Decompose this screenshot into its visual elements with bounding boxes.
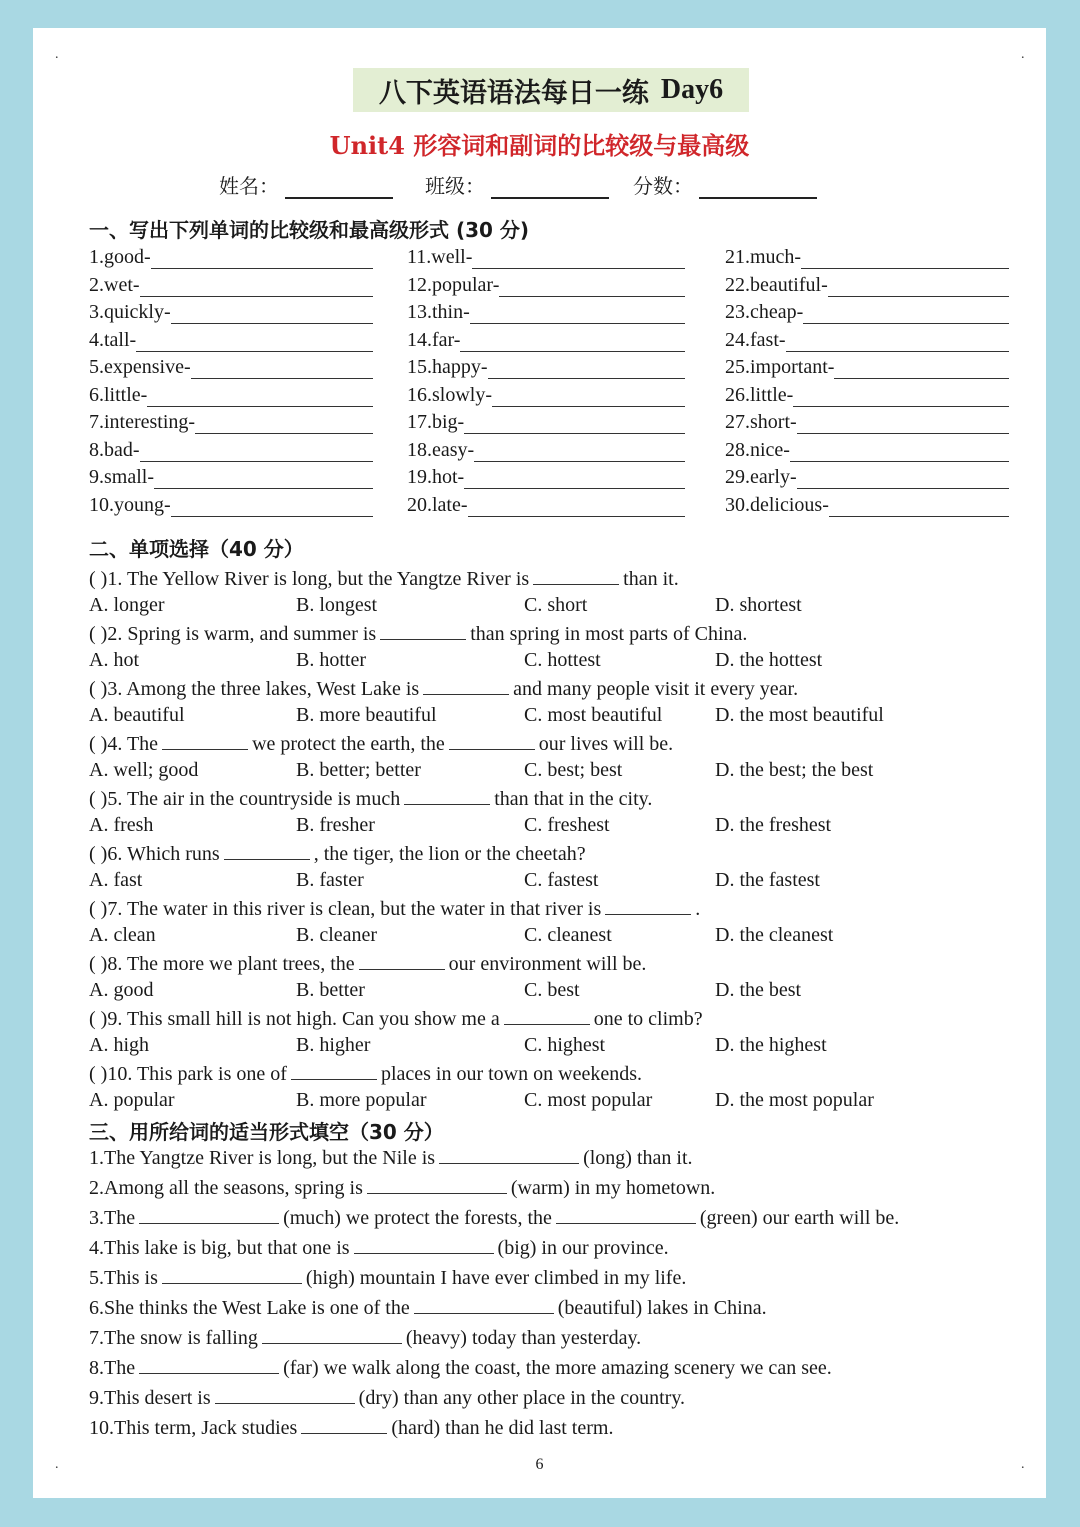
word-item (725, 246, 1009, 269)
worksheet-page (33, 28, 1046, 1498)
word-label: 29.early- (725, 466, 797, 488)
word-label: 19.hot- (407, 466, 465, 488)
fill-text: 8.The (89, 1357, 136, 1379)
answer-blank[interactable] (460, 333, 685, 352)
answer-blank[interactable] (533, 566, 619, 585)
word-item (725, 301, 1009, 324)
word-label: 18.easy- (407, 438, 475, 461)
option-b[interactable]: B. cleaner (296, 923, 378, 946)
answer-blank[interactable] (470, 305, 685, 324)
answer-blank[interactable] (828, 278, 1009, 297)
answer-blank[interactable] (786, 333, 1009, 352)
answer-blank[interactable] (136, 333, 373, 352)
word-label: 23.cheap- (725, 301, 804, 323)
fill-text: 7.The snow is falling (89, 1327, 258, 1349)
option-b[interactable]: B. better (296, 978, 365, 1001)
score-blank[interactable] (699, 173, 817, 199)
question-text: ( )6. Which runs (89, 843, 220, 865)
word-label: 21.much- (725, 246, 802, 268)
option-c[interactable]: C. fastest (524, 868, 599, 891)
word-item (407, 329, 685, 352)
answer-blank[interactable] (154, 470, 373, 489)
option-c[interactable]: C. freshest (524, 813, 610, 836)
corner-dot: . (1021, 47, 1025, 62)
word-item (89, 301, 373, 324)
question-text: ( )10. This park is one of (89, 1063, 287, 1085)
answer-blank[interactable] (140, 278, 373, 297)
word-label: 22.beautiful- (725, 273, 828, 296)
answer-blank[interactable] (215, 1385, 355, 1404)
fill-text: 4.This lake is big, but that one is (89, 1237, 350, 1259)
option-b[interactable]: B. hotter (296, 648, 366, 671)
unit-subtitle: Unit4 形容词和副词的比较级与最高级 (329, 131, 750, 160)
question-text: ( )4. The (89, 733, 159, 755)
fill-text: (long) than it. (583, 1147, 693, 1169)
word-label: 8.bad- (89, 438, 140, 461)
fill-line (89, 1295, 767, 1320)
question-text: places in our town on weekends. (380, 1063, 642, 1085)
fill-text: (far) we walk along the coast, the more amazing scenery we can see. (283, 1357, 832, 1379)
fill-text: 10.This term, Jack studies (89, 1417, 298, 1439)
word-item (89, 466, 373, 489)
word-item (407, 356, 685, 379)
option-c[interactable]: C. most beautiful (524, 703, 663, 726)
option-a[interactable]: A. high (89, 1033, 149, 1056)
answer-blank[interactable] (439, 1145, 579, 1164)
fill-line (89, 1205, 899, 1230)
word-item (89, 246, 373, 269)
option-b[interactable]: B. better; better (296, 758, 421, 781)
word-item (725, 439, 1009, 462)
question-text: our environment will be. (448, 953, 647, 975)
question-text: ( )8. The more we plant trees, the (89, 953, 355, 975)
fill-text: (warm) in my hometown. (510, 1177, 716, 1199)
option-c[interactable]: C. highest (524, 1033, 606, 1056)
option-a[interactable]: A. good (89, 978, 154, 1001)
answer-blank[interactable] (504, 1006, 590, 1025)
option-d[interactable]: D. shortest (715, 593, 802, 616)
fill-text: 3.The (89, 1207, 136, 1229)
answer-blank[interactable] (790, 443, 1009, 462)
answer-blank[interactable] (359, 951, 445, 970)
answer-blank[interactable] (829, 498, 1009, 517)
question-text: than it. (623, 568, 679, 590)
answer-blank[interactable] (171, 305, 373, 324)
section3-heading: 三、用所给词的适当形式填空（30 分） (89, 1120, 444, 1144)
question-text: . (695, 898, 701, 920)
word-item (89, 439, 373, 462)
option-b[interactable]: B. fresher (296, 813, 375, 836)
word-item (725, 329, 1009, 352)
word-label: 7.interesting- (89, 411, 196, 433)
option-a[interactable]: A. popular (89, 1088, 175, 1111)
answer-blank[interactable] (367, 1175, 507, 1194)
word-item (407, 466, 685, 489)
question-line (89, 731, 673, 756)
option-a[interactable]: A. hot (89, 648, 139, 671)
page-title (353, 68, 749, 112)
question-text: ( )7. The water in this river is clean, but the water in that river is (89, 898, 602, 920)
word-label: 9.small- (89, 466, 154, 488)
fill-text: 2.Among all the seasons, spring is (89, 1177, 363, 1199)
word-item (407, 246, 685, 269)
word-item (407, 301, 685, 324)
class-blank[interactable] (491, 173, 609, 199)
answer-blank[interactable] (404, 786, 490, 805)
answer-blank[interactable] (171, 498, 373, 517)
question-text: , the tiger, the lion or the cheetah? (313, 843, 586, 865)
word-label: 12.popular- (407, 273, 500, 296)
option-d[interactable]: D. the best (715, 978, 802, 1001)
answer-blank[interactable] (139, 1205, 279, 1224)
word-label: 27.short- (725, 411, 797, 433)
option-a[interactable]: A. longer (89, 593, 165, 616)
option-d[interactable]: D. the hottest (715, 648, 823, 671)
word-item (407, 494, 685, 517)
word-label: 1.good- (89, 246, 151, 268)
word-label: 6.little- (89, 383, 148, 406)
name-blank[interactable] (285, 173, 393, 199)
corner-dot: . (55, 47, 59, 62)
option-b[interactable]: B. higher (296, 1033, 371, 1056)
section1-heading: 一、写出下列单词的比较级和最高级形式 (30 分) (89, 218, 530, 242)
answer-blank[interactable] (556, 1205, 696, 1224)
option-c[interactable]: C. short (524, 593, 588, 616)
answer-blank[interactable] (474, 443, 685, 462)
question-line (89, 786, 652, 811)
answer-blank[interactable] (195, 415, 373, 434)
class-label: 班级： (425, 174, 485, 198)
word-item (725, 411, 1009, 434)
word-item (725, 466, 1009, 489)
word-label: 15.happy- (407, 356, 488, 378)
word-label: 14.far- (407, 328, 461, 351)
question-line (89, 896, 700, 921)
word-label: 24.fast- (725, 328, 786, 351)
word-item (89, 411, 373, 434)
answer-blank[interactable] (291, 1061, 377, 1080)
word-item (89, 494, 373, 517)
option-a[interactable]: A. fast (89, 868, 143, 891)
option-d[interactable]: D. the most popular (715, 1088, 874, 1111)
option-a[interactable]: A. clean (89, 923, 156, 946)
option-d[interactable]: D. the best; the best (715, 758, 874, 781)
option-b[interactable]: B. longest (296, 593, 378, 616)
answer-blank[interactable] (414, 1295, 554, 1314)
question-line (89, 951, 646, 976)
answer-blank[interactable] (354, 1235, 494, 1254)
fill-text: (heavy) today than yesterday. (405, 1327, 642, 1349)
question-text: ( )2. Spring is warm, and summer is (89, 623, 377, 645)
fill-text: (much) we protect the forests, the (283, 1207, 552, 1229)
fill-text: (beautiful) lakes in China. (557, 1297, 767, 1319)
answer-blank[interactable] (262, 1325, 402, 1344)
word-label: 5.expensive- (89, 356, 191, 378)
option-c[interactable]: C. most popular (524, 1088, 653, 1111)
name-field[interactable] (219, 170, 393, 199)
section2-heading: 二、单项选择（40 分） (89, 537, 304, 561)
question-text: our lives will be. (538, 733, 674, 755)
answer-blank[interactable] (191, 360, 373, 379)
option-a[interactable]: A. well; good (89, 758, 199, 781)
option-a[interactable]: A. fresh (89, 813, 154, 836)
question-line (89, 566, 679, 591)
option-d[interactable]: D. the highest (715, 1033, 827, 1056)
option-a[interactable]: A. beautiful (89, 703, 185, 726)
score-field[interactable] (633, 170, 817, 199)
word-label: 13.thin- (407, 301, 470, 323)
answer-blank[interactable] (492, 388, 685, 407)
word-item (407, 411, 685, 434)
answer-blank[interactable] (162, 731, 248, 750)
option-d[interactable]: D. the most beautiful (715, 703, 884, 726)
word-label: 10.young- (89, 493, 171, 516)
word-item (725, 494, 1009, 517)
word-label: 4.tall- (89, 328, 137, 351)
question-text: than that in the city. (494, 788, 653, 810)
word-item (725, 274, 1009, 297)
answer-blank[interactable] (139, 1355, 279, 1374)
question-text: than spring in most parts of China. (470, 623, 748, 645)
answer-blank[interactable] (151, 250, 373, 269)
answer-blank[interactable] (488, 360, 685, 379)
word-label: 2.wet- (89, 273, 140, 296)
fill-line (89, 1415, 613, 1440)
fill-line (89, 1265, 686, 1290)
fill-text: (high) mountain I have ever climbed in my life. (305, 1267, 687, 1289)
answer-blank[interactable] (162, 1265, 302, 1284)
question-text: ( )1. The Yellow River is long, but the Yangtze River is (89, 568, 530, 590)
word-label: 25.important- (725, 356, 835, 378)
word-label: 20.late- (407, 493, 468, 516)
word-label: 11.well- (407, 246, 473, 268)
corner-dot: . (1021, 1457, 1025, 1472)
answer-blank[interactable] (147, 388, 373, 407)
fill-line (89, 1145, 693, 1170)
option-b[interactable]: B. faster (296, 868, 364, 891)
answer-blank[interactable] (449, 731, 535, 750)
answer-blank[interactable] (803, 305, 1009, 324)
fill-line (89, 1175, 715, 1200)
answer-blank[interactable] (499, 278, 685, 297)
option-b[interactable]: B. more beautiful (296, 703, 437, 726)
answer-blank[interactable] (224, 841, 310, 860)
title-day: Day6 (660, 74, 724, 105)
fill-text: (green) our earth will be. (699, 1207, 900, 1229)
option-c[interactable]: C. best (524, 978, 580, 1001)
page-number: 6 (535, 1456, 544, 1473)
answer-blank[interactable] (423, 676, 509, 695)
question-line (89, 621, 747, 646)
answer-blank[interactable] (468, 498, 685, 517)
answer-blank[interactable] (797, 470, 1009, 489)
fill-text: (dry) than any other place in the country. (358, 1387, 686, 1409)
answer-blank[interactable] (301, 1415, 387, 1434)
fill-text: (hard) than he did last term. (391, 1417, 614, 1439)
fill-line (89, 1355, 832, 1380)
question-text: ( )5. The air in the countryside is much (89, 788, 401, 810)
fill-text: 6.She thinks the West Lake is one of the (89, 1297, 410, 1319)
fill-text: 1.The Yangtze River is long, but the Nile is (89, 1147, 436, 1169)
fill-text: (big) in our province. (497, 1237, 669, 1259)
question-text: one to climb? (593, 1008, 703, 1030)
word-item (89, 329, 373, 352)
word-item (89, 274, 373, 297)
word-item (89, 356, 373, 379)
word-label: 28.nice- (725, 438, 790, 461)
answer-blank[interactable] (380, 621, 466, 640)
answer-blank[interactable] (140, 443, 373, 462)
word-item (725, 356, 1009, 379)
answer-blank[interactable] (464, 415, 685, 434)
question-line (89, 841, 586, 866)
word-item (407, 384, 685, 407)
question-line (89, 676, 798, 701)
answer-blank[interactable] (801, 250, 1009, 269)
option-c[interactable]: C. best; best (524, 758, 623, 781)
word-item (89, 384, 373, 407)
option-c[interactable]: C. cleanest (524, 923, 612, 946)
answer-blank[interactable] (472, 250, 685, 269)
fill-text: 5.This is (89, 1267, 158, 1289)
question-text: we protect the earth, the (252, 733, 445, 755)
option-b[interactable]: B. more popular (296, 1088, 427, 1111)
answer-blank[interactable] (464, 470, 685, 489)
question-line (89, 1006, 703, 1031)
word-item (407, 439, 685, 462)
option-c[interactable]: C. hottest (524, 648, 601, 671)
option-d[interactable]: D. the cleanest (715, 923, 834, 946)
fill-text: 9.This desert is (89, 1387, 211, 1409)
score-label: 分数： (633, 174, 693, 198)
word-item (407, 274, 685, 297)
option-d[interactable]: D. the fastest (715, 868, 820, 891)
option-d[interactable]: D. the freshest (715, 813, 832, 836)
fill-line (89, 1385, 685, 1410)
answer-blank[interactable] (797, 415, 1009, 434)
word-label: 17.big- (407, 411, 465, 433)
class-field[interactable] (425, 170, 609, 199)
answer-blank[interactable] (834, 360, 1009, 379)
corner-dot: . (55, 1457, 59, 1472)
answer-blank[interactable] (793, 388, 1009, 407)
word-label: 16.slowly- (407, 383, 492, 406)
name-label: 姓名： (219, 174, 279, 198)
word-label: 3.quickly- (89, 301, 171, 323)
question-text: ( )3. Among the three lakes, West Lake is (89, 678, 420, 700)
question-line (89, 1061, 642, 1086)
question-text: and many people visit it every year. (513, 678, 799, 700)
fill-line (89, 1235, 669, 1260)
title-main: 八下英语语法每日一练 (378, 77, 649, 109)
question-text: ( )9. This small hill is not high. Can you show me a (89, 1008, 500, 1030)
word-item (725, 384, 1009, 407)
word-label: 26.little- (725, 383, 794, 406)
word-label: 30.delicious- (725, 493, 829, 516)
answer-blank[interactable] (605, 896, 691, 915)
fill-line (89, 1325, 641, 1350)
